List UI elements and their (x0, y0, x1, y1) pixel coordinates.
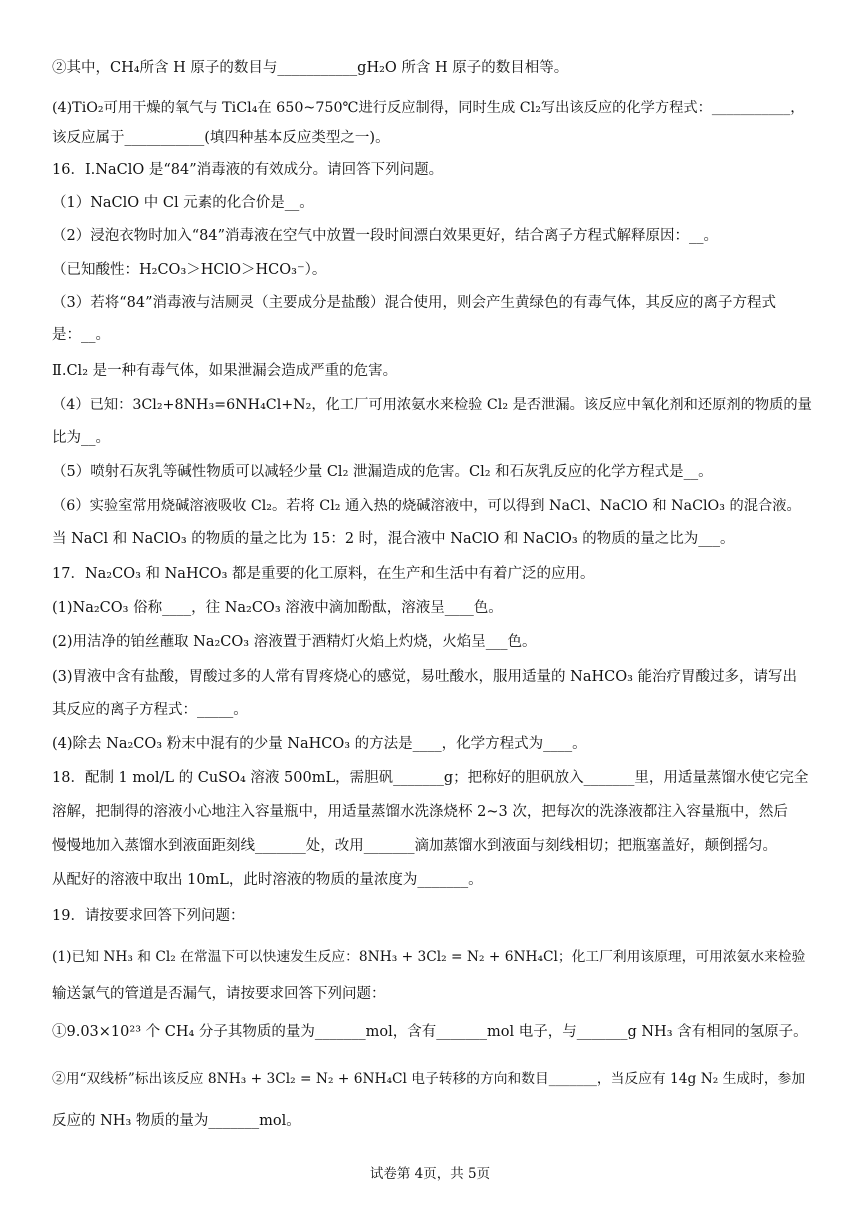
line-q17-4-removal: (4)除去 Na₂CO₃ 粉末中混有的少量 NaHCO₃ 的方法是____，化学方程式为____。 (52, 736, 587, 752)
line-q19-1-pipeline: 输送氯气的管道是否漏气，请按要求回答下列问题： (52, 986, 386, 1002)
line-q16-1-valence: （1）NaClO 中 Cl 元素的化合价是__。 (52, 195, 314, 211)
line-q16-3-mixing: （3）若将“84”消毒液与洁厕灵（主要成分是盐酸）混合使用，则会产生黄绿色的有毒气体，其反应的离子方程式 (52, 295, 776, 311)
line-q16-2-acidity-note: （已知酸性：H₂CO₃＞HClO＞HCO₃⁻）。 (52, 262, 327, 278)
line-q18-prep: 18．配制 1 mol/L 的 CuSO₄ 溶液 500mL，需胆矾_______g；把称好的胆矾放入_______里，用适量蒸馏水使它完全 (52, 770, 809, 786)
line-q19-2-double-bridge: ②用“双线桥”标出该反应 8NH₃ + 3Cl₂ = N₂ + 6NH₄Cl 电子转移的方向和数目_______，当反应有 14g N₂ 生成时，参加 (52, 1071, 806, 1087)
line-q18-concentration: 从配好的溶液中取出 10mL，此时溶液的物质的量浓度为_______。 (52, 872, 483, 888)
line-q16-ii-heading: Ⅱ.Cl₂ 是一种有毒气体，如果泄漏会造成严重的危害。 (52, 363, 398, 379)
line-q19-1-reaction: (1)已知 NH₃ 和 Cl₂ 在常温下可以快速发生反应：8NH₃ + 3Cl₂ = N₂ + 6NH₄Cl；化工厂利用该原理，可用浓氨水来检验 (52, 949, 806, 965)
page-footer: 试卷第 4页，共 5页 (369, 1166, 491, 1182)
line-q15-4-tio2-equation: (4)TiO₂可用干燥的氧气与 TiCl₄在 650~750℃进行反应制得，同时生成 Cl₂写出该反应的化学方程式：___________， (52, 100, 805, 116)
line-q17-heading: 17．Na₂CO₃ 和 NaHCO₃ 都是重要的化工原料，在生产和生活中有着广泛的应用。 (52, 566, 595, 582)
line-q17-1-common-name: (1)Na₂CO₃ 俗称____，往 Na₂CO₃ 溶液中滴加酚酞，溶液呈____色。 (52, 600, 503, 616)
line-q17-3-stomach-acid: (3)胃液中含有盐酸，胃酸过多的人常有胃疼烧心的感觉，易吐酸水，服用适量的 NaHCO₃ 能治疗胃酸过多，请写出 (52, 669, 798, 685)
line-q19-1-ch4-moles: ①9.03×10²³ 个 CH₄ 分子其物质的量为_______mol，含有_______mol 电子，与_______g NH₃ 含有相同的氢原子。 (52, 1024, 808, 1040)
line-q17-2-flame: (2)用洁净的铂丝蘸取 Na₂CO₃ 溶液置于酒精灯火焰上灼烧，火焰呈___色。 (52, 634, 537, 650)
line-q16-6-ratio: 当 NaCl 和 NaClO₃ 的物质的量之比为 15：2 时，混合液中 NaClO 和 NaClO₃ 的物质的量之比为___。 (52, 531, 735, 547)
line-q16-5-lime: （5）喷射石灰乳等碱性物质可以减轻少量 Cl₂ 泄漏造成的危害。Cl₂ 和石灰乳反应的化学方程式是__。 (52, 464, 713, 480)
line-q16-4-ratio: 比为__。 (52, 430, 110, 446)
line-q16-3-answer: 是：__。 (52, 327, 110, 343)
line-q16-heading: 16．Ⅰ.NaClO 是“84”消毒液的有效成分。请回答下列问题。 (52, 162, 444, 178)
line-q19-2-nh3-moles: 反应的 NH₃ 物质的量为_______mol。 (52, 1113, 301, 1129)
line-q18-fill: 慢慢地加入蒸馏水到液面距刻线_______处，改用_______滴加蒸馏水到液面与刻线相切；把瓶塞盖好，颠倒摇匀。 (52, 838, 777, 854)
line-q17-3-ionic-equation: 其反应的离子方程式：_____。 (52, 702, 248, 718)
line-q19-heading: 19．请按要求回答下列问题： (52, 908, 245, 924)
line-q15-2-ch4-h-atoms: ②其中，CH₄所含 H 原子的数目与___________gH₂O 所含 H 原子的数目相等。 (52, 60, 569, 76)
line-q16-2-bleaching: （2）浸泡衣物时加入“84”消毒液在空气中放置一段时间漂白效果更好，结合离子方程式解释原因：__。 (52, 228, 718, 244)
line-q15-4-reaction-type: 该反应属于___________(填四种基本反应类型之一)。 (52, 130, 390, 146)
line-q16-4-equation: （4）已知：3Cl₂+8NH₃=6NH₄Cl+N₂，化工厂可用浓氨水来检验 Cl₂ 是否泄漏。该反应中氧化剂和还原剂的物质的量 (52, 397, 812, 413)
line-q16-6-caustic: （6）实验室常用烧碱溶液吸收 Cl₂。若将 Cl₂ 通入热的烧碱溶液中，可以得到 NaCl、NaClO 和 NaClO₃ 的混合液。 (52, 498, 801, 514)
line-q18-dissolve: 溶解，把制得的溶液小心地注入容量瓶中，用适量蒸馏水洗涤烧杯 2~3 次，把每次的洗涤液都注入容量瓶中，然后 (52, 804, 788, 820)
